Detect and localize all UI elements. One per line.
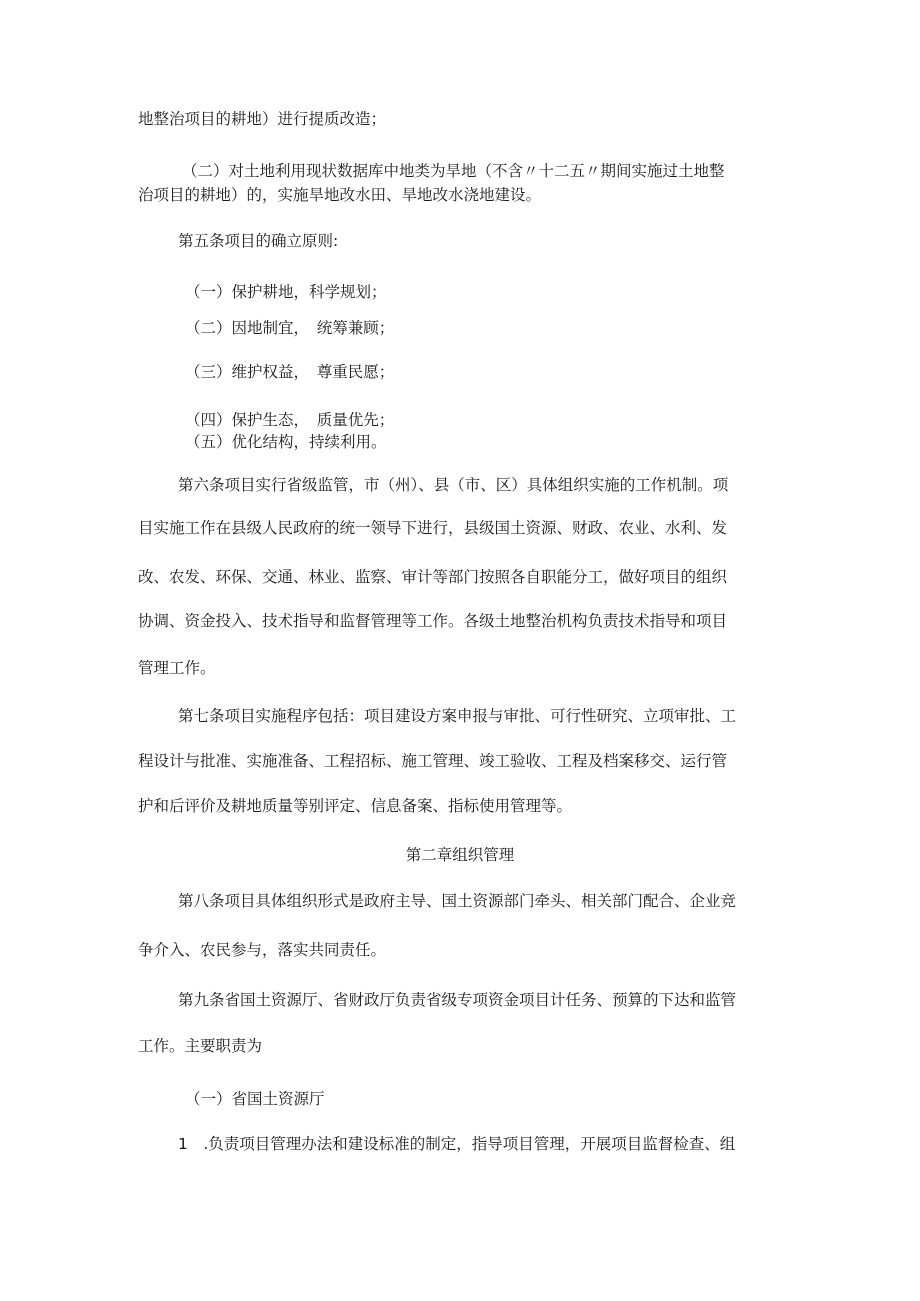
article-5-item: （三）维护权益， 尊重民愿； bbox=[185, 363, 395, 381]
article-7-line: 护和后评价及耕地质量等别评定、信息备案、指标使用管理等。 bbox=[138, 797, 573, 815]
article-9-line: 工作。主要职责为 bbox=[138, 1037, 263, 1055]
article-9-point-1: 1 .负责项目管理办法和建设标准的制定，指导项目管理，开展项目监督检查、组 bbox=[178, 1135, 736, 1153]
article-8-line: 第八条项目具体组织形式是政府主导、国土资源部门牵头、相关部门配合、企业竞 bbox=[178, 892, 737, 910]
article-6-line: 管理工作。 bbox=[138, 659, 216, 677]
article-6-line: 改、农发、环保、交通、林业、监察、审计等部门按照各自职能分工，做好项目的组织 bbox=[138, 568, 728, 586]
article-7-line: 第七条项目实施程序包括：项目建设方案申报与审批、可行性研究、立项审批、工 bbox=[178, 707, 737, 725]
item-2-line-1: （二）对土地利用现状数据库中地类为旱地（不含〃十二五〃期间实施过土地整 bbox=[182, 162, 725, 180]
chapter-2-title: 第二章组织管理 bbox=[405, 846, 515, 864]
article-9-subheading: （一）省国土资源厅 bbox=[185, 1090, 325, 1108]
continuation-line: 地整治项目的耕地）进行提质改造； bbox=[138, 110, 387, 128]
article-9-line: 第九条省国土资源厅、省财政厅负责省级专项资金项目计任务、预算的下达和监管 bbox=[178, 991, 737, 1009]
article-5-item: （四）保护生态， 质量优先； bbox=[185, 411, 395, 429]
article-5-item: （一）保护耕地，科学规划； bbox=[185, 283, 387, 301]
article-8-line: 争介入、农民参与，落实共同责任。 bbox=[138, 941, 387, 959]
article-6-line: 协调、资金投入、技术指导和监督管理等工作。各级土地整治机构负责技术指导和项目 bbox=[138, 612, 728, 630]
article-6-line: 目实施工作在县级人民政府的统一领导下进行，县级国土资源、财政、农业、水利、发 bbox=[138, 519, 728, 537]
article-7-line: 程设计与批准、实施准备、工程招标、施工管理、竣工验收、工程及档案移交、运行管 bbox=[138, 752, 728, 770]
item-2-line-2: 治项目的耕地）的，实施旱地改水田、旱地改水浇地建设。 bbox=[138, 186, 542, 204]
article-6-line: 第六条项目实行省级监管，市（州）、县（市、区）具体组织实施的工作机制。项 bbox=[178, 476, 729, 494]
article-5-item: （二）因地制宜， 统筹兼顾； bbox=[185, 319, 395, 337]
article-5-item: （五）优化结构，持续利用。 bbox=[185, 433, 387, 451]
article-5-heading: 第五条项目的确立原则: bbox=[178, 232, 339, 250]
